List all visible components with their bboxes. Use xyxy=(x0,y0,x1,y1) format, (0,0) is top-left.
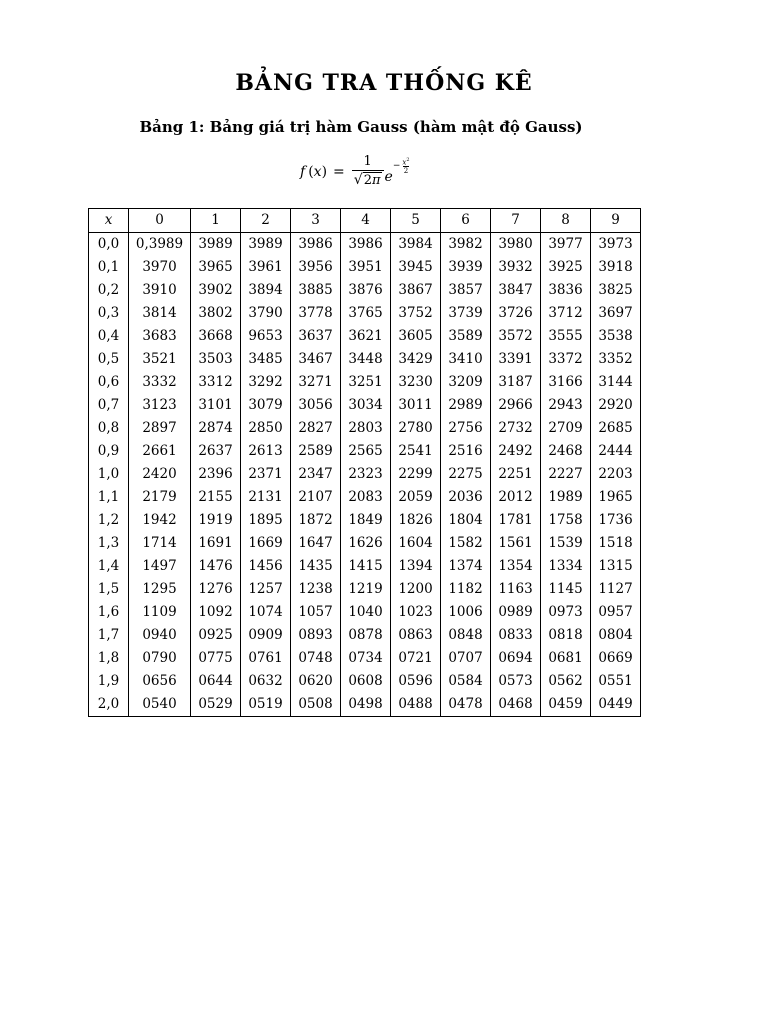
table-cell: 3739 xyxy=(441,302,491,325)
table-cell: 3973 xyxy=(591,233,641,257)
table-cell: 0584 xyxy=(441,670,491,693)
table-cell: 1604 xyxy=(391,532,441,555)
table-cell: 2444 xyxy=(591,440,641,463)
table-cell: 3956 xyxy=(291,256,341,279)
table-row xyxy=(89,348,641,371)
table-row xyxy=(89,463,641,486)
table-cell: 1872 xyxy=(291,509,341,532)
table-cell: 1582 xyxy=(441,532,491,555)
table-cell: 1127 xyxy=(591,578,641,601)
column-header-4: 3 xyxy=(291,209,341,233)
table-cell: 2275 xyxy=(441,463,491,486)
table-cell: 2299 xyxy=(391,463,441,486)
table-cell: 0973 xyxy=(541,601,591,624)
table-cell: 0989 xyxy=(491,601,541,624)
row-label-cell: 0,0 xyxy=(89,233,129,257)
table-cell: 0,3989 xyxy=(129,233,191,257)
table-cell: 1200 xyxy=(391,578,441,601)
table-cell: 0529 xyxy=(191,693,241,717)
table-cell: 0596 xyxy=(391,670,441,693)
table-cell: 2131 xyxy=(241,486,291,509)
table-cell: 3144 xyxy=(591,371,641,394)
table-cell: 1736 xyxy=(591,509,641,532)
table-cell: 2251 xyxy=(491,463,541,486)
table-cell: 3101 xyxy=(191,394,241,417)
table-row xyxy=(89,532,641,555)
column-header-7: 6 xyxy=(441,209,491,233)
exponent-fraction xyxy=(401,156,410,175)
table-cell: 3726 xyxy=(491,302,541,325)
table-cell: 3825 xyxy=(591,279,641,302)
column-header-8: 7 xyxy=(491,209,541,233)
column-header-6: 5 xyxy=(391,209,441,233)
table-cell: 1919 xyxy=(191,509,241,532)
formula-close-paren: ) xyxy=(321,164,328,180)
table-cell: 3910 xyxy=(129,279,191,302)
table-row xyxy=(89,417,641,440)
table-header-row xyxy=(89,209,641,233)
table-cell: 1415 xyxy=(341,555,391,578)
table-cell: 0681 xyxy=(541,647,591,670)
table-cell: 3056 xyxy=(291,394,341,417)
table-cell: 2083 xyxy=(341,486,391,509)
row-label-cell: 0,4 xyxy=(89,325,129,348)
table-cell: 3867 xyxy=(391,279,441,302)
table-cell: 3814 xyxy=(129,302,191,325)
table-cell: 1374 xyxy=(441,555,491,578)
row-label-cell: 0,8 xyxy=(89,417,129,440)
table-cell: 0573 xyxy=(491,670,541,693)
table-cell: 0957 xyxy=(591,601,641,624)
table-cell: 0488 xyxy=(391,693,441,717)
column-header-2: 1 xyxy=(191,209,241,233)
table-cell: 2227 xyxy=(541,463,591,486)
table-cell: 3765 xyxy=(341,302,391,325)
formula-denominator xyxy=(352,170,384,190)
row-label-cell: 0,7 xyxy=(89,394,129,417)
table-cell: 0863 xyxy=(391,624,441,647)
table-cell: 0620 xyxy=(291,670,341,693)
table-cell: 0909 xyxy=(241,624,291,647)
row-label-cell: 1,0 xyxy=(89,463,129,486)
table-cell: 2179 xyxy=(129,486,191,509)
row-label-cell: 1,7 xyxy=(89,624,129,647)
row-label-cell: 1,1 xyxy=(89,486,129,509)
row-label-cell: 0,5 xyxy=(89,348,129,371)
table-cell: 2516 xyxy=(441,440,491,463)
table-cell: 3555 xyxy=(541,325,591,348)
formula-variable: x xyxy=(313,164,322,180)
table-cell: 1895 xyxy=(241,509,291,532)
table-cell: 3485 xyxy=(241,348,291,371)
table-cell: 0519 xyxy=(241,693,291,717)
formula-equals: = xyxy=(333,164,345,180)
table-cell: 1006 xyxy=(441,601,491,624)
table-cell: 2589 xyxy=(291,440,341,463)
column-header-9: 8 xyxy=(541,209,591,233)
table-cell: 0632 xyxy=(241,670,291,693)
table-cell: 3668 xyxy=(191,325,241,348)
table-cell: 3918 xyxy=(591,256,641,279)
table-cell: 3605 xyxy=(391,325,441,348)
table-cell: 2468 xyxy=(541,440,591,463)
table-cell: 2685 xyxy=(591,417,641,440)
table-cell: 2780 xyxy=(391,417,441,440)
row-label-cell: 1,3 xyxy=(89,532,129,555)
table-cell: 2827 xyxy=(291,417,341,440)
table-cell: 1163 xyxy=(491,578,541,601)
column-header-5: 4 xyxy=(341,209,391,233)
table-cell: 3961 xyxy=(241,256,291,279)
column-header-1: 0 xyxy=(129,209,191,233)
row-label-cell: 1,2 xyxy=(89,509,129,532)
table-cell: 1295 xyxy=(129,578,191,601)
table-row xyxy=(89,624,641,647)
table-cell: 1518 xyxy=(591,532,641,555)
table-cell: 0449 xyxy=(591,693,641,717)
table-cell: 2012 xyxy=(491,486,541,509)
table-row xyxy=(89,440,641,463)
table-cell: 2661 xyxy=(129,440,191,463)
table-cell: 0669 xyxy=(591,647,641,670)
table-row xyxy=(89,302,641,325)
table-cell: 3448 xyxy=(341,348,391,371)
table-cell: 1109 xyxy=(129,601,191,624)
table-row xyxy=(89,233,641,257)
table-cell: 1315 xyxy=(591,555,641,578)
table-cell: 1145 xyxy=(541,578,591,601)
table-cell: 0468 xyxy=(491,693,541,717)
table-cell: 3778 xyxy=(291,302,341,325)
table-cell: 3902 xyxy=(191,279,241,302)
table-cell: 0804 xyxy=(591,624,641,647)
table-cell: 3538 xyxy=(591,325,641,348)
table-cell: 1849 xyxy=(341,509,391,532)
table-cell: 1669 xyxy=(241,532,291,555)
table-cell: 3166 xyxy=(541,371,591,394)
table-row xyxy=(89,509,641,532)
radicand-number: 2 xyxy=(363,173,372,188)
table-cell: 1626 xyxy=(341,532,391,555)
table-row xyxy=(89,256,641,279)
table-cell: 3697 xyxy=(591,302,641,325)
table-cell: 3790 xyxy=(241,302,291,325)
row-label-cell: 0,9 xyxy=(89,440,129,463)
formula-open-paren: ( xyxy=(308,164,314,180)
table-cell: 3312 xyxy=(191,371,241,394)
table-cell: 1074 xyxy=(241,601,291,624)
table-cell: 0478 xyxy=(441,693,491,717)
table-cell: 1539 xyxy=(541,532,591,555)
table-cell: 3332 xyxy=(129,371,191,394)
exponent-variable: x xyxy=(402,158,407,167)
table-cell: 2943 xyxy=(541,394,591,417)
page-title: BẢNG TRA THỐNG KÊ xyxy=(235,70,533,96)
table-cell: 0734 xyxy=(341,647,391,670)
table-cell: 3876 xyxy=(341,279,391,302)
table-cell: 0459 xyxy=(541,693,591,717)
table-cell: 3986 xyxy=(291,233,341,257)
formula-fraction xyxy=(352,154,384,190)
table-cell: 3847 xyxy=(491,279,541,302)
column-header-10: 9 xyxy=(591,209,641,233)
table-cell: 1942 xyxy=(129,509,191,532)
table-cell: 2107 xyxy=(291,486,341,509)
table-cell: 3572 xyxy=(491,325,541,348)
table-cell: 1257 xyxy=(241,578,291,601)
table-row xyxy=(89,693,641,717)
row-label-cell: 0,6 xyxy=(89,371,129,394)
table-cell: 3989 xyxy=(191,233,241,257)
table-cell: 3589 xyxy=(441,325,491,348)
table-cell: 3836 xyxy=(541,279,591,302)
table-cell: 0608 xyxy=(341,670,391,693)
table-cell: 2420 xyxy=(129,463,191,486)
row-label-cell: 2,0 xyxy=(89,693,129,717)
table-cell: 0878 xyxy=(341,624,391,647)
table-cell: 3965 xyxy=(191,256,241,279)
table-cell: 3292 xyxy=(241,371,291,394)
table-cell: 1804 xyxy=(441,509,491,532)
row-label-cell: 0,1 xyxy=(89,256,129,279)
table-cell: 1691 xyxy=(191,532,241,555)
table-cell: 2492 xyxy=(491,440,541,463)
table-cell: 3187 xyxy=(491,371,541,394)
table-cell: 1435 xyxy=(291,555,341,578)
table-cell: 3980 xyxy=(491,233,541,257)
formula-function-name: f xyxy=(300,164,306,180)
table-cell: 9653 xyxy=(241,325,291,348)
table-cell: 3885 xyxy=(291,279,341,302)
formula-exponent xyxy=(393,156,411,175)
table-cell: 2059 xyxy=(391,486,441,509)
table-row xyxy=(89,279,641,302)
table-cell: 1456 xyxy=(241,555,291,578)
table-cell: 3637 xyxy=(291,325,341,348)
table-cell: 1057 xyxy=(291,601,341,624)
table-cell: 1394 xyxy=(391,555,441,578)
table-cell: 3977 xyxy=(541,233,591,257)
table-cell: 2155 xyxy=(191,486,241,509)
table-cell: 0508 xyxy=(291,693,341,717)
table-cell: 0848 xyxy=(441,624,491,647)
formula-radicand xyxy=(363,172,382,188)
formula-base-e: e xyxy=(384,169,393,185)
table-cell: 1476 xyxy=(191,555,241,578)
table-cell: 2803 xyxy=(341,417,391,440)
table-row xyxy=(89,371,641,394)
table-row xyxy=(89,394,641,417)
gauss-formula xyxy=(300,150,411,194)
table-cell: 3986 xyxy=(341,233,391,257)
table-cell: 2565 xyxy=(341,440,391,463)
table-cell: 1354 xyxy=(491,555,541,578)
table-cell: 2613 xyxy=(241,440,291,463)
table-cell: 3209 xyxy=(441,371,491,394)
table-cell: 1023 xyxy=(391,601,441,624)
table-cell: 2347 xyxy=(291,463,341,486)
table-cell: 3945 xyxy=(391,256,441,279)
table-cell: 3429 xyxy=(391,348,441,371)
radicand-pi: π xyxy=(371,173,381,188)
table-cell: 3621 xyxy=(341,325,391,348)
row-label-cell: 0,2 xyxy=(89,279,129,302)
table-row xyxy=(89,578,641,601)
table-cell: 0707 xyxy=(441,647,491,670)
table-cell: 3984 xyxy=(391,233,441,257)
table-cell: 3079 xyxy=(241,394,291,417)
gauss-table xyxy=(88,208,641,717)
table-cell: 2897 xyxy=(129,417,191,440)
row-label-cell: 1,6 xyxy=(89,601,129,624)
table-cell: 1758 xyxy=(541,509,591,532)
table-cell: 2541 xyxy=(391,440,441,463)
row-label-cell: 1,5 xyxy=(89,578,129,601)
table-caption: Bảng 1: Bảng giá trị hàm Gauss (hàm mật độ Gauss) xyxy=(139,118,583,136)
sqrt-symbol: √ xyxy=(353,172,363,188)
table-cell: 2966 xyxy=(491,394,541,417)
table-cell: 1826 xyxy=(391,509,441,532)
table-cell: 1497 xyxy=(129,555,191,578)
table-cell: 1238 xyxy=(291,578,341,601)
table-cell: 0498 xyxy=(341,693,391,717)
table-cell: 1647 xyxy=(291,532,341,555)
table-cell: 2850 xyxy=(241,417,291,440)
table-cell: 0694 xyxy=(491,647,541,670)
row-label-cell: 0,3 xyxy=(89,302,129,325)
table-cell: 1040 xyxy=(341,601,391,624)
table-cell: 0893 xyxy=(291,624,341,647)
table-cell: 3752 xyxy=(391,302,441,325)
table-cell: 3251 xyxy=(341,371,391,394)
table-row xyxy=(89,601,641,624)
table-cell: 2203 xyxy=(591,463,641,486)
table-cell: 3467 xyxy=(291,348,341,371)
table-cell: 3939 xyxy=(441,256,491,279)
table-cell: 0761 xyxy=(241,647,291,670)
table-cell: 3894 xyxy=(241,279,291,302)
table-cell: 3372 xyxy=(541,348,591,371)
table-cell: 1182 xyxy=(441,578,491,601)
table-cell: 0656 xyxy=(129,670,191,693)
table-cell: 0790 xyxy=(129,647,191,670)
table-cell: 0833 xyxy=(491,624,541,647)
table-row xyxy=(89,486,641,509)
table-cell: 3391 xyxy=(491,348,541,371)
table-cell: 2323 xyxy=(341,463,391,486)
table-cell: 3410 xyxy=(441,348,491,371)
row-label-cell: 1,4 xyxy=(89,555,129,578)
exponent-denominator: 2 xyxy=(403,167,409,176)
table-cell: 0940 xyxy=(129,624,191,647)
table-cell: 1714 xyxy=(129,532,191,555)
table-cell: 2874 xyxy=(191,417,241,440)
table-cell: 3503 xyxy=(191,348,241,371)
formula-exponential xyxy=(385,154,411,190)
table-cell: 2371 xyxy=(241,463,291,486)
table-cell: 1334 xyxy=(541,555,591,578)
formula-numerator: 1 xyxy=(363,154,372,169)
table-cell: 3712 xyxy=(541,302,591,325)
exponent-sign: − xyxy=(392,160,401,171)
table-cell: 0775 xyxy=(191,647,241,670)
table-cell: 0748 xyxy=(291,647,341,670)
table-cell: 3230 xyxy=(391,371,441,394)
table-cell: 0721 xyxy=(391,647,441,670)
table-cell: 3271 xyxy=(291,371,341,394)
table-cell: 2989 xyxy=(441,394,491,417)
table-cell: 2732 xyxy=(491,417,541,440)
table-cell: 3951 xyxy=(341,256,391,279)
table-cell: 3857 xyxy=(441,279,491,302)
table-cell: 3982 xyxy=(441,233,491,257)
table-cell: 2756 xyxy=(441,417,491,440)
table-cell: 3970 xyxy=(129,256,191,279)
table-cell: 1781 xyxy=(491,509,541,532)
table-cell: 2036 xyxy=(441,486,491,509)
table-cell: 3683 xyxy=(129,325,191,348)
table-cell: 2709 xyxy=(541,417,591,440)
table-cell: 3034 xyxy=(341,394,391,417)
table-cell: 3352 xyxy=(591,348,641,371)
table-cell: 0551 xyxy=(591,670,641,693)
table-row xyxy=(89,647,641,670)
table-cell: 3925 xyxy=(541,256,591,279)
table-cell: 0925 xyxy=(191,624,241,647)
table-cell: 0644 xyxy=(191,670,241,693)
table-cell: 0818 xyxy=(541,624,591,647)
table-cell: 3521 xyxy=(129,348,191,371)
table-row xyxy=(89,555,641,578)
table-cell: 1219 xyxy=(341,578,391,601)
table-body xyxy=(89,233,641,717)
table-cell: 1965 xyxy=(591,486,641,509)
row-label-cell: 1,9 xyxy=(89,670,129,693)
table-cell: 2920 xyxy=(591,394,641,417)
row-label-cell: 1,8 xyxy=(89,647,129,670)
table-cell: 0562 xyxy=(541,670,591,693)
table-cell: 3011 xyxy=(391,394,441,417)
table-cell: 3989 xyxy=(241,233,291,257)
table-cell: 3123 xyxy=(129,394,191,417)
table-cell: 2396 xyxy=(191,463,241,486)
table-row xyxy=(89,670,641,693)
exponent-numerator xyxy=(401,156,410,166)
table-cell: 2637 xyxy=(191,440,241,463)
table-cell: 0540 xyxy=(129,693,191,717)
table-cell: 1989 xyxy=(541,486,591,509)
exponent-power: 2 xyxy=(406,157,410,163)
table-cell: 1276 xyxy=(191,578,241,601)
table-cell: 3802 xyxy=(191,302,241,325)
column-header-3: 2 xyxy=(241,209,291,233)
table-cell: 1561 xyxy=(491,532,541,555)
table-row xyxy=(89,325,641,348)
column-header-x: x xyxy=(89,209,129,233)
table-cell: 3932 xyxy=(491,256,541,279)
table-cell: 1092 xyxy=(191,601,241,624)
